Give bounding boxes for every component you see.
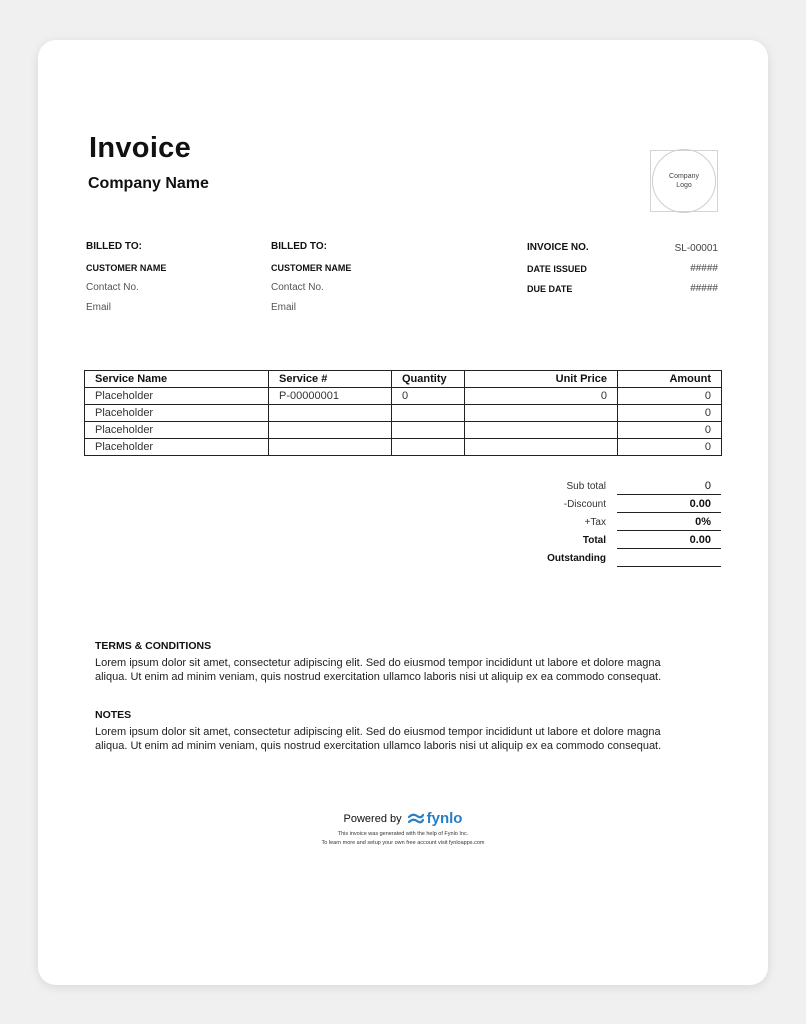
cell-unit-price bbox=[465, 439, 618, 456]
due-date-label: DUE DATE bbox=[527, 284, 573, 294]
cell-quantity bbox=[392, 422, 465, 439]
invoice-no-value: SL-00001 bbox=[674, 243, 718, 254]
cell-quantity bbox=[392, 439, 465, 456]
cell-service-number: P-00000001 bbox=[269, 388, 392, 405]
subtotal-label: Sub total bbox=[566, 481, 606, 492]
header-service-number: Service # bbox=[269, 371, 392, 388]
footer-note-1: This invoice was generated with the help of Fynlo Inc. bbox=[337, 831, 469, 837]
cell-unit-price bbox=[465, 422, 618, 439]
total-value: 0.00 bbox=[689, 534, 711, 546]
logo-circle bbox=[652, 149, 716, 213]
email-1: Email bbox=[86, 302, 112, 313]
header-service-name: Service Name bbox=[85, 371, 269, 388]
customer-name-1: CUSTOMER NAME bbox=[86, 263, 167, 273]
header-unit-price: Unit Price bbox=[465, 371, 618, 388]
tax-value: 0% bbox=[695, 516, 711, 528]
header-amount: Amount bbox=[618, 371, 722, 388]
fynlo-brand-name: fynlo bbox=[426, 810, 463, 827]
footer-note-2: To learn more and setup your own free account visit fynloapps.com bbox=[321, 840, 485, 846]
terms-heading: TERMS & CONDITIONS bbox=[95, 640, 212, 652]
notes-heading: NOTES bbox=[95, 709, 132, 721]
cell-quantity bbox=[392, 405, 465, 422]
table-row bbox=[85, 439, 722, 456]
terms-text: Lorem ipsum dolor sit amet, consectetur adipiscing elit. Sed do eiusmod tempor incididunt ut labore et dolore magna aliqua. Ut enim ad minim veniam, quis nostrud exercitation ullamco laboris nisi ut aliquip ex ea commodo consequat. bbox=[95, 657, 662, 683]
cell-service-name: Placeholder bbox=[85, 439, 269, 456]
discount-value: 0.00 bbox=[689, 498, 711, 510]
company-name: Company Name bbox=[88, 175, 209, 192]
table-header-row bbox=[85, 371, 722, 388]
due-date-value: ##### bbox=[690, 283, 718, 294]
discount-rule bbox=[617, 512, 721, 513]
logo-text-line-2: Logo bbox=[676, 182, 692, 189]
subtotal-rule bbox=[617, 494, 721, 495]
cell-service-name: Placeholder bbox=[85, 422, 269, 439]
powered-by-line bbox=[38, 810, 768, 827]
invoice-title: Invoice bbox=[89, 132, 192, 164]
invoice-sheet bbox=[38, 40, 768, 985]
cell-service-name: Placeholder bbox=[85, 388, 269, 405]
header-quantity: Quantity bbox=[392, 371, 465, 388]
cell-amount: 0 bbox=[618, 422, 722, 439]
billed-to-heading-2: BILLED TO: bbox=[271, 241, 327, 252]
invoice-no-label: INVOICE NO. bbox=[527, 242, 589, 253]
cell-quantity: 0 bbox=[392, 388, 465, 405]
total-rule bbox=[617, 548, 721, 549]
cell-service-number bbox=[269, 439, 392, 456]
cell-service-name: Placeholder bbox=[85, 405, 269, 422]
cell-amount: 0 bbox=[618, 405, 722, 422]
billed-to-heading-1: BILLED TO: bbox=[86, 241, 142, 252]
outstanding-rule bbox=[617, 566, 721, 567]
notes-text: Lorem ipsum dolor sit amet, consectetur adipiscing elit. Sed do eiusmod tempor incididunt ut labore et dolore magna aliqua. Ut enim ad minim veniam, quis nostrud exercitation ullamco laboris nisi ut aliquip ex ea commodo consequat. bbox=[95, 726, 662, 752]
date-issued-value: ##### bbox=[690, 263, 718, 274]
items-table bbox=[84, 370, 722, 456]
contact-no-2: Contact No. bbox=[271, 282, 324, 293]
tax-label: +Tax bbox=[584, 517, 606, 528]
table-row bbox=[85, 405, 722, 422]
cell-service-number bbox=[269, 405, 392, 422]
discount-label: -Discount bbox=[563, 499, 606, 510]
powered-by-label: Powered by bbox=[343, 812, 402, 825]
table-row bbox=[85, 422, 722, 439]
company-logo-placeholder bbox=[650, 150, 718, 212]
cell-service-number bbox=[269, 422, 392, 439]
fynlo-brand[interactable] bbox=[408, 810, 463, 827]
contact-no-1: Contact No. bbox=[86, 282, 139, 293]
outstanding-label: Outstanding bbox=[547, 553, 606, 564]
cell-amount: 0 bbox=[618, 388, 722, 405]
tax-rule bbox=[617, 530, 721, 531]
email-2: Email bbox=[271, 302, 297, 313]
logo-text-line-1: Company bbox=[669, 173, 699, 180]
date-issued-label: DATE ISSUED bbox=[527, 264, 587, 274]
table-row bbox=[85, 388, 722, 405]
cell-amount: 0 bbox=[618, 439, 722, 456]
cell-unit-price bbox=[465, 405, 618, 422]
total-label: Total bbox=[582, 535, 606, 546]
subtotal-value: 0 bbox=[704, 480, 711, 492]
fynlo-wave-icon bbox=[408, 813, 424, 825]
cell-unit-price: 0 bbox=[465, 388, 618, 405]
customer-name-2: CUSTOMER NAME bbox=[271, 263, 352, 273]
